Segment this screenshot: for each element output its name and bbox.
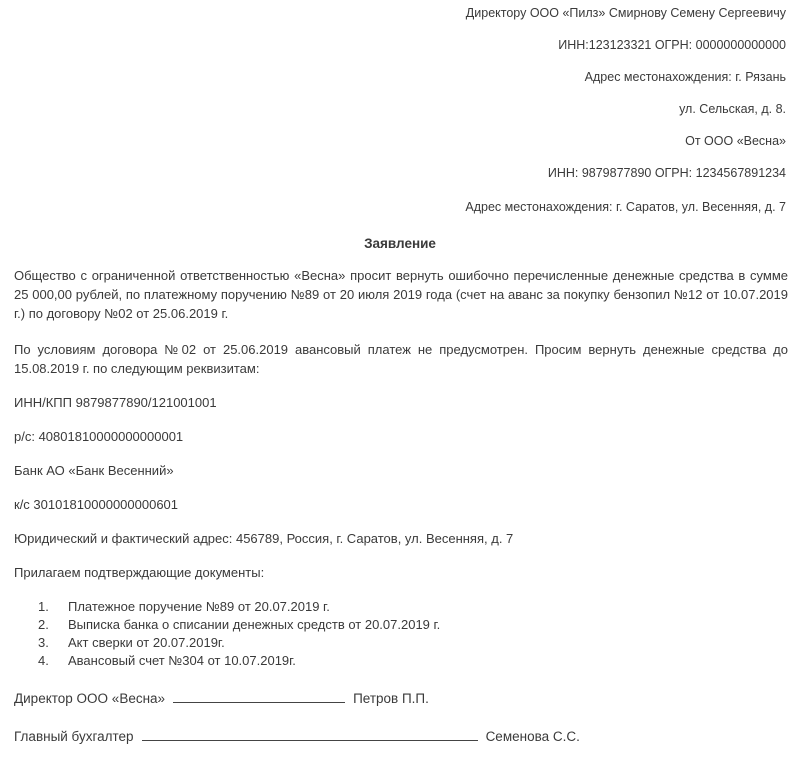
header-from-org: От ООО «Весна» [685,134,786,148]
requisite-inn-kpp: ИНН/КПП 9879877890/121001001 [14,395,217,410]
header-from-inn-ogrn: ИНН: 9879877890 ОГРН: 1234567891234 [547,166,786,180]
attachments-intro: Прилагаем подтверждающие документы: [14,565,265,580]
accountant-name: Семенова С.С. [485,729,580,744]
requisite-legal-address: Юридический и фактический адрес: 456789, Россия, г. Саратов, ул. Весенняя, д. 7 [14,531,514,546]
accountant-signature-line [14,728,580,746]
header-to-inn-ogrn: ИНН:123123321 ОГРН: 0000000000000 [558,38,786,52]
accountant-signature-blank [142,728,478,741]
accountant-label: Главный бухгалтер [14,729,134,744]
header-to-address-2: ул. Сельская, д. 8. [679,102,786,116]
attachment-number: 3. [38,635,49,650]
attachment-number: 1. [38,599,49,614]
requisite-account: р/с: 40801810000000000001 [14,429,184,444]
header-to-address-1: Адрес местонахождения: г. Рязань [584,70,786,84]
attachment-item [38,599,330,615]
body-paragraph-2: По условиям договора №02 от 25.06.2019 авансовый платеж не предусмотрен. Просим вернуть денежные средства до 15.08.2019 г. по следующим реквизитам: [14,342,788,376]
attachment-item [38,617,440,633]
director-signature-line [14,690,429,708]
attachment-number: 4. [38,653,49,668]
requisite-corr-account: к/с 30101810000000000601 [14,497,179,512]
document-title: Заявление [364,236,436,251]
attachment-number: 2. [38,617,49,632]
attachment-item [38,653,296,669]
director-label: Директор ООО «Весна» [14,691,166,706]
attachment-text: Акт сверки от 20.07.2019г. [68,635,225,650]
header-from-address: Адрес местонахождения: г. Саратов, ул. Весенняя, д. 7 [465,200,786,214]
attachment-text: Платежное поручение №89 от 20.07.2019 г. [68,599,330,614]
attachment-item [38,635,225,651]
requisite-bank: Банк АО «Банк Весенний» [14,463,174,478]
attachment-text: Выписка банка о списании денежных средств от 20.07.2019 г. [68,617,441,632]
body-paragraph-1: Общество с ограниченной ответственностью «Весна» просит вернуть ошибочно перечисленные денежные средства в сумме 25 000,00 рублей, по платежному поручению №89 от 20 июля 2019 года (счет на аванс за покупку бензопил №12 от 10.07.2019 г.) по договору №02 от 25.06.2019 г. [14,268,788,321]
director-name: Петров П.П. [353,691,429,706]
director-signature-blank [173,690,345,703]
attachment-text: Авансовый счет №304 от 10.07.2019г. [68,653,296,668]
header-to-director: Директору ООО «Пилз» Смирнову Семену Сергеевичу [465,6,786,20]
